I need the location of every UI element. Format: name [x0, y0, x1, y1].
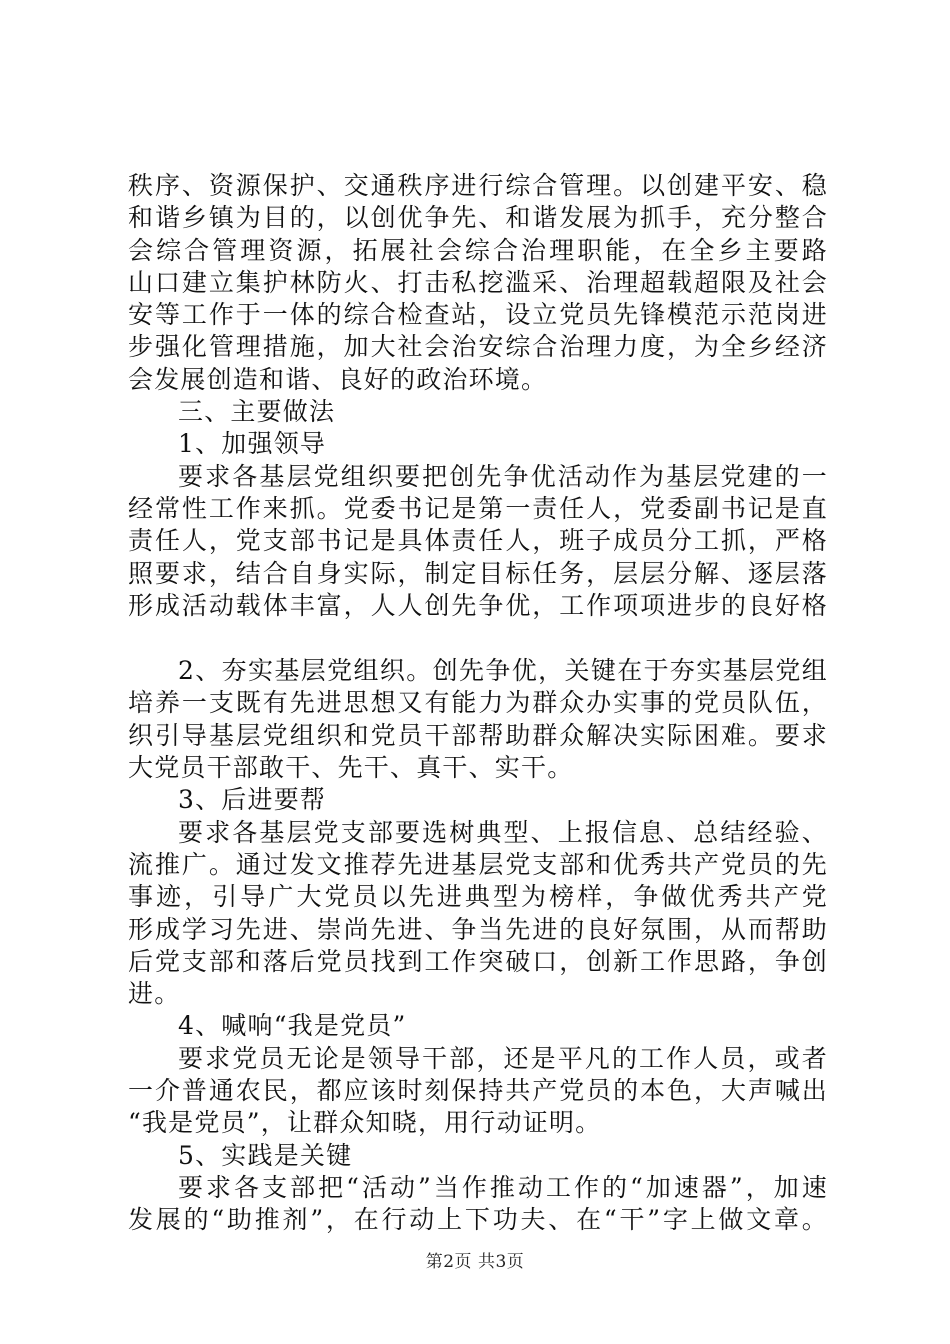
text-line: 山口建立集护林防火、打击私挖滥采、治理超载超限及社会 [128, 267, 828, 297]
page-footer: 第2页 共3页 [425, 1252, 525, 1272]
text-line: 大党员干部敢干、先干、真干、实干。 [128, 753, 574, 783]
text-line: 要求各基层党支部要选树典型、上报信息、总结经验、 [178, 817, 828, 847]
text-line: 三、主要做法 [178, 397, 336, 427]
text-line: “我是党员”，让群众知晓，用行动证明。 [128, 1108, 602, 1138]
text-line: 一介普通农民，都应该时刻保持共产党员的本色，大声喊出 [128, 1076, 828, 1106]
text-line: 4、喊响“我是党员” [178, 1011, 407, 1041]
text-line: 2、夯实基层党组织。创先争优，关键在于夯实基层党组 [178, 656, 828, 686]
text-line: 会发展创造和谐、良好的政治环境。 [128, 364, 548, 394]
text-line: 要求各支部把“活动”当作推动工作的“加速器”，加速 [178, 1172, 828, 1202]
paragraph-spacer [128, 622, 828, 655]
text-line: 责任人，党支部书记是具体责任人，班子成员分工抓，严格 [128, 526, 828, 556]
text-line: 形成学习先进、崇尚先进、争当先进的良好氛围，从而帮助 [128, 914, 828, 944]
text-line: 1、加强领导 [178, 429, 327, 459]
text-line: 经常性工作来抓。党委书记是第一责任人，党委副书记是直 [128, 493, 828, 523]
text-line: 培养一支既有先进思想又有能力为群众办实事的党员队伍， [128, 688, 828, 718]
document-body [128, 170, 828, 1237]
text-line: 会综合管理资源，拓展社会综合治理职能，在全乡主要路 [128, 235, 828, 265]
text-line: 后党支部和落后党员找到工作突破口，创新工作思路，争创 [128, 946, 828, 976]
text-line: 5、实践是关键 [178, 1140, 353, 1170]
text-line: 发展的“助推剂”，在行动上下功夫、在“干”字上做文章。 [128, 1205, 828, 1235]
text-line: 形成活动载体丰富，人人创先争优，工作项项进步的良好格 [128, 590, 828, 620]
text-line: 事迹，引导广大党员以先进典型为榜样，争做优秀共产党 [128, 882, 828, 912]
text-line: 和谐乡镇为目的，以创优争先、和谐发展为抓手，充分整合 [128, 203, 828, 233]
text-line: 3、后进要帮 [178, 785, 327, 815]
text-line: 要求各基层党组织要把创先争优活动作为基层党建的一 [178, 461, 828, 491]
text-line: 要求党员无论是领导干部，还是平凡的工作人员，或者 [178, 1043, 828, 1073]
text-line: 安等工作于一体的综合检查站，设立党员先锋模范示范岗进 [128, 300, 828, 330]
text-line: 进。 [128, 979, 181, 1009]
text-line: 流推广。通过发文推荐先进基层党支部和优秀共产党员的先 [128, 849, 828, 879]
text-line: 织引导基层党组织和党员干部帮助群众解决实际困难。要求 [128, 720, 828, 750]
text-line: 秩序、资源保护、交通秩序进行综合管理。以创建平安、稳 [128, 171, 828, 200]
text-line: 步强化管理措施，加大社会治安综合治理力度，为全乡经济 [128, 332, 828, 362]
text-line: 照要求，结合自身实际，制定目标任务，层层分解、逐层落 [128, 558, 828, 588]
